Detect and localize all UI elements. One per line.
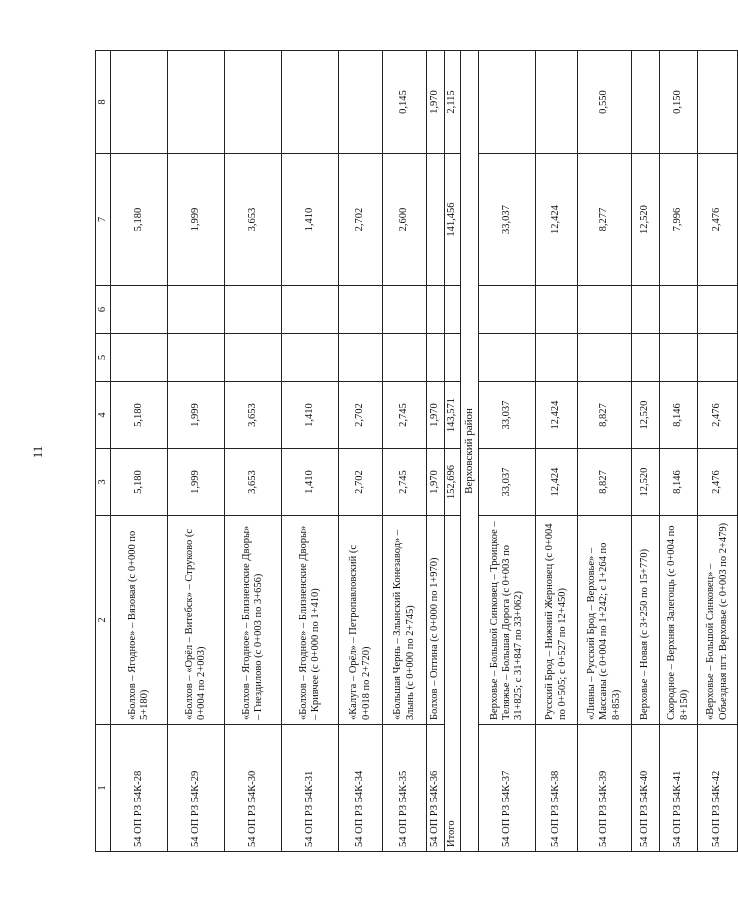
header-cell: 4 xyxy=(96,382,111,449)
cell xyxy=(479,286,536,334)
total-cell: 2,115 xyxy=(445,51,461,154)
total-cell: 152,696 xyxy=(445,449,461,516)
cell: 0,150 xyxy=(660,51,698,154)
cell xyxy=(479,334,536,382)
cell: 0,550 xyxy=(578,51,632,154)
cell: 12,424 xyxy=(536,449,578,516)
road-name: «Большая Чернь – Злынский Конезавод» – Злынь (с 0+000 по 2+745) xyxy=(383,516,427,725)
cell: 12,520 xyxy=(632,382,660,449)
cell xyxy=(225,334,282,382)
cell xyxy=(339,286,383,334)
cell: 1,410 xyxy=(282,154,339,286)
header-cell: 7 xyxy=(96,154,111,286)
cell xyxy=(427,334,445,382)
road-code: 54 ОП РЗ 54К-41 xyxy=(660,725,698,852)
cell: 1,410 xyxy=(282,382,339,449)
table-row xyxy=(427,51,445,852)
cell xyxy=(632,334,660,382)
cell xyxy=(111,51,168,154)
cell: 3,653 xyxy=(225,382,282,449)
cell xyxy=(383,286,427,334)
cell: 5,180 xyxy=(111,382,168,449)
cell xyxy=(698,51,738,154)
cell: 8,277 xyxy=(578,154,632,286)
cell: 1,970 xyxy=(427,449,445,516)
header-row xyxy=(96,51,111,852)
cell: 1,410 xyxy=(282,449,339,516)
road-name: «Калуга – Орёл» – Петропавловский (с 0+018 по 2+720) xyxy=(339,516,383,725)
cell: 0,145 xyxy=(383,51,427,154)
cell xyxy=(427,154,445,286)
cell: 2,476 xyxy=(698,154,738,286)
cell xyxy=(168,334,225,382)
road-code: 54 ОП РЗ 54К-37 xyxy=(479,725,536,852)
cell xyxy=(225,51,282,154)
cell xyxy=(660,334,698,382)
cell: 5,180 xyxy=(111,449,168,516)
cell: 3,653 xyxy=(225,154,282,286)
total-cell xyxy=(445,286,461,334)
cell: 2,476 xyxy=(698,449,738,516)
road-name: «Болхов – Ягодное» – Близненские Дворы» – Кривчее (с 0+000 по 1+410) xyxy=(282,516,339,725)
cell xyxy=(282,51,339,154)
cell xyxy=(479,51,536,154)
cell: 33,037 xyxy=(479,449,536,516)
road-name: Верховье – Новая (с 3+250 по 15+770) xyxy=(632,516,660,725)
cell xyxy=(660,286,698,334)
road-name: «Болхов – «Орёл – Витебск» – Струково (с 0+004 по 2+003) xyxy=(168,516,225,725)
road-code: 54 ОП РЗ 54К-38 xyxy=(536,725,578,852)
header-cell: 2 xyxy=(96,516,111,725)
road-name: Болхов – Оптина (с 0+000 по 1+970) xyxy=(427,516,445,725)
road-code: 54 ОП РЗ 54К-35 xyxy=(383,725,427,852)
table-row xyxy=(578,51,632,852)
cell: 2,745 xyxy=(383,449,427,516)
cell xyxy=(536,51,578,154)
header-cell: 3 xyxy=(96,449,111,516)
road-name: «Ливны – Русский Брод – Верховье» – Массаны (с 0+004 по 1+242; с 1+264 по 8+853) xyxy=(578,516,632,725)
cell xyxy=(536,286,578,334)
road-code: 54 ОП РЗ 54К-39 xyxy=(578,725,632,852)
table-row xyxy=(339,51,383,852)
header-cell: 6 xyxy=(96,286,111,334)
total-label: Итого xyxy=(445,516,461,852)
cell: 5,180 xyxy=(111,154,168,286)
road-code: 54 ОП РЗ 54К-28 xyxy=(111,725,168,852)
cell: 3,653 xyxy=(225,449,282,516)
cell: 2,745 xyxy=(383,382,427,449)
cell: 2,702 xyxy=(339,154,383,286)
header-cell: 1 xyxy=(96,725,111,852)
cell xyxy=(168,286,225,334)
cell: 1,999 xyxy=(168,382,225,449)
road-name: «Верховье – Большой Синковец» – Объездная пгт. Верховье (с 0+003 по 2+479) xyxy=(698,516,738,725)
road-name: «Болхов – Ягодное» – Близненские Дворы» – Гнездилово (с 0+003 по 3+656) xyxy=(225,516,282,725)
cell xyxy=(339,334,383,382)
road-code: 54 ОП РЗ 54К-31 xyxy=(282,725,339,852)
page-number: 11 xyxy=(30,445,45,459)
cell xyxy=(632,286,660,334)
cell xyxy=(282,334,339,382)
cell xyxy=(698,286,738,334)
road-name: Верховье – Большой Синковец – Троицкое – Теляжье – Большая Дорога (с 0+003 по 31+825; с 31+847 по 33+062) xyxy=(479,516,536,725)
table-row xyxy=(632,51,660,852)
road-code: 54 ОП РЗ 54К-34 xyxy=(339,725,383,852)
cell xyxy=(168,51,225,154)
cell: 2,600 xyxy=(383,154,427,286)
cell xyxy=(111,334,168,382)
cell xyxy=(339,51,383,154)
cell: 1,999 xyxy=(168,449,225,516)
road-code: 54 ОП РЗ 54К-29 xyxy=(168,725,225,852)
header-cell: 8 xyxy=(96,51,111,154)
table-row xyxy=(168,51,225,852)
cell: 7,996 xyxy=(660,154,698,286)
section-title: Верховский район xyxy=(461,51,479,852)
cell xyxy=(383,334,427,382)
total-cell: 141,456 xyxy=(445,154,461,286)
table-row xyxy=(536,51,578,852)
cell xyxy=(578,286,632,334)
road-name: Русский Брод – Нижний Жерновец (с 0+004 по 0+505; с 0+527 по 12+450) xyxy=(536,516,578,725)
table-row xyxy=(111,51,168,852)
cell: 8,827 xyxy=(578,449,632,516)
cell: 12,424 xyxy=(536,154,578,286)
cell xyxy=(698,334,738,382)
cell: 1,999 xyxy=(168,154,225,286)
road-name: «Болхов – Ягодное» – Вязовая (с 0+000 по 5+180) xyxy=(111,516,168,725)
cell: 8,146 xyxy=(660,449,698,516)
cell: 12,520 xyxy=(632,154,660,286)
road-code: 54 ОП РЗ 54К-40 xyxy=(632,725,660,852)
roads-table xyxy=(95,50,738,852)
cell xyxy=(578,334,632,382)
total-cell xyxy=(445,334,461,382)
cell xyxy=(282,286,339,334)
cell xyxy=(111,286,168,334)
header-cell: 5 xyxy=(96,334,111,382)
total-row xyxy=(445,51,461,852)
cell: 12,520 xyxy=(632,449,660,516)
cell xyxy=(427,286,445,334)
table-row xyxy=(225,51,282,852)
table-row xyxy=(282,51,339,852)
cell: 1,970 xyxy=(427,51,445,154)
table-row xyxy=(479,51,536,852)
cell: 2,702 xyxy=(339,382,383,449)
table-row xyxy=(383,51,427,852)
cell: 8,827 xyxy=(578,382,632,449)
table-row xyxy=(698,51,738,852)
cell: 33,037 xyxy=(479,382,536,449)
road-name: Скородное – Верхняя Залегощь (с 0+004 по 8+150) xyxy=(660,516,698,725)
road-code: 54 ОП РЗ 54К-36 xyxy=(427,725,445,852)
cell: 12,424 xyxy=(536,382,578,449)
cell: 8,146 xyxy=(660,382,698,449)
cell xyxy=(536,334,578,382)
rotated-page xyxy=(95,51,729,852)
cell: 2,476 xyxy=(698,382,738,449)
cell: 1,970 xyxy=(427,382,445,449)
road-code: 54 ОП РЗ 54К-42 xyxy=(698,725,738,852)
road-code: 54 ОП РЗ 54К-30 xyxy=(225,725,282,852)
table-row xyxy=(660,51,698,852)
cell xyxy=(225,286,282,334)
cell: 33,037 xyxy=(479,154,536,286)
cell: 2,702 xyxy=(339,449,383,516)
section-row xyxy=(461,51,479,852)
total-cell: 143,571 xyxy=(445,382,461,449)
cell xyxy=(632,51,660,154)
